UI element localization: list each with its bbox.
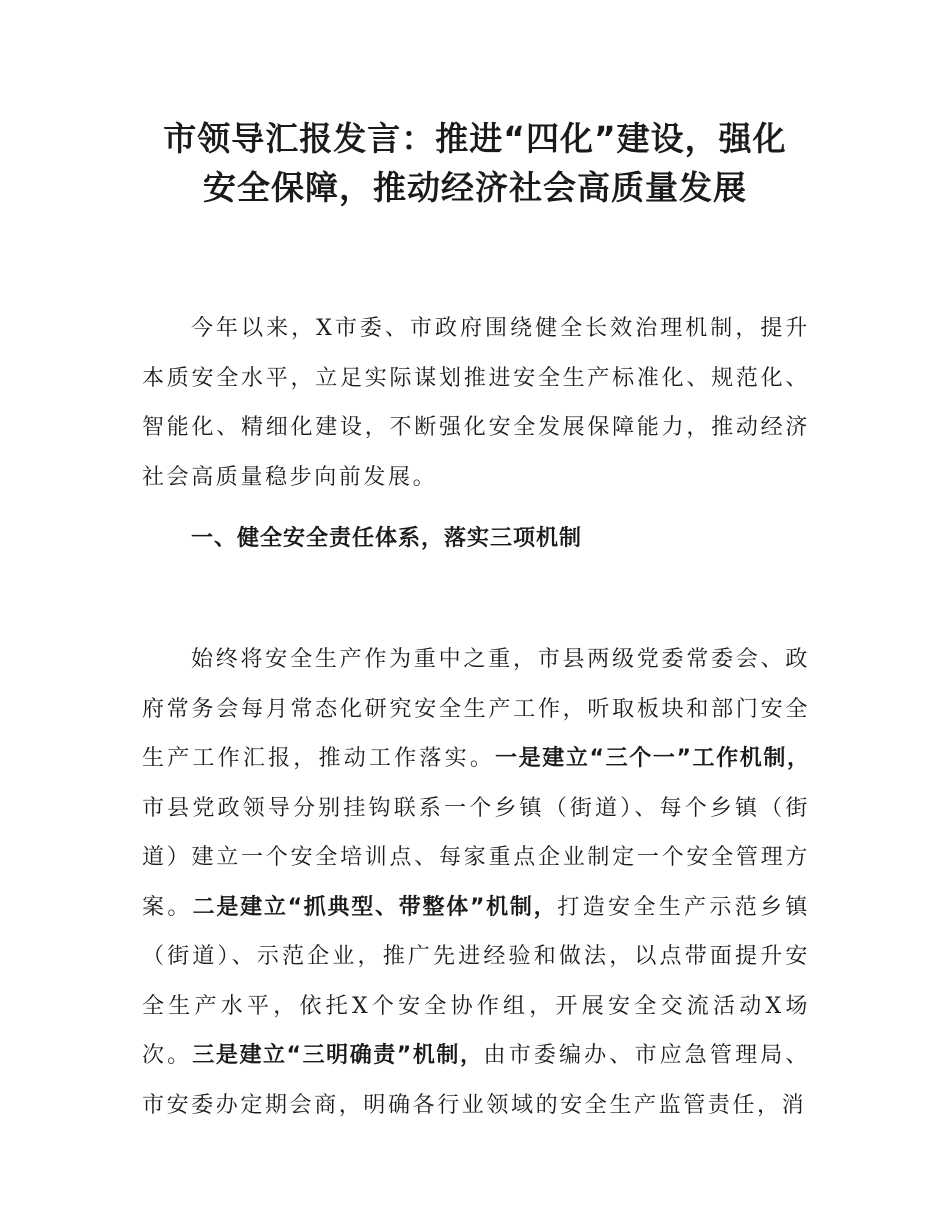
mechanism-1-bold-text: 一是建立“三个一”工作机制， <box>495 746 810 771</box>
section-1-paragraph <box>142 635 810 1130</box>
mechanism-2-bold-text: 二是建立“抓典型、带整体”机制， <box>192 894 558 920</box>
document-title-line-2: 安全保障，推动经济社会高质量发展 <box>203 168 747 207</box>
paragraph-text-segment: 始终将安全生产作为重中之重，市县两级党委常委会、政府常务会每月常态化研究安全生产工作，听取板块和部门安全生产工作汇报，推动工作落实。 <box>142 647 810 771</box>
document-title-line-1: 市领导汇报发言：推进“四化”建设，强化 <box>163 119 787 158</box>
paragraph-text-segment: 由市委编办、市应急管理局、市安委办定期会商，明确各行业领域的安全生产监管责任，消 <box>142 1043 810 1118</box>
paragraph-text-segment: 打造安全生产示范乡镇（街道）、示范企业，推广先进经验和做法，以点带面提升安全生产水平，依托X个安全协作组，开展安全交流活动X场次。 <box>142 894 810 1068</box>
intro-paragraph: 今年以来，X市委、市政府围绕健全长效治理机制，提升本质安全水平，立足实际谋划推进安全生产标准化、规范化、智能化、精细化建设，不断强化安全发展保障能力，推动经济社会高质量稳步向前发展。 <box>142 316 810 490</box>
paragraph-text-segment: 市县党政领导分别挂钩联系一个乡镇（街道）、每个乡镇（街道）建立一个安全培训点、每家重点企业制定一个安全管理方案。 <box>142 795 810 920</box>
section-1-heading: 一、健全安全责任体系，落实三项机制 <box>191 526 583 551</box>
mechanism-3-bold-text: 三是建立“三明确责”机制， <box>192 1043 484 1068</box>
